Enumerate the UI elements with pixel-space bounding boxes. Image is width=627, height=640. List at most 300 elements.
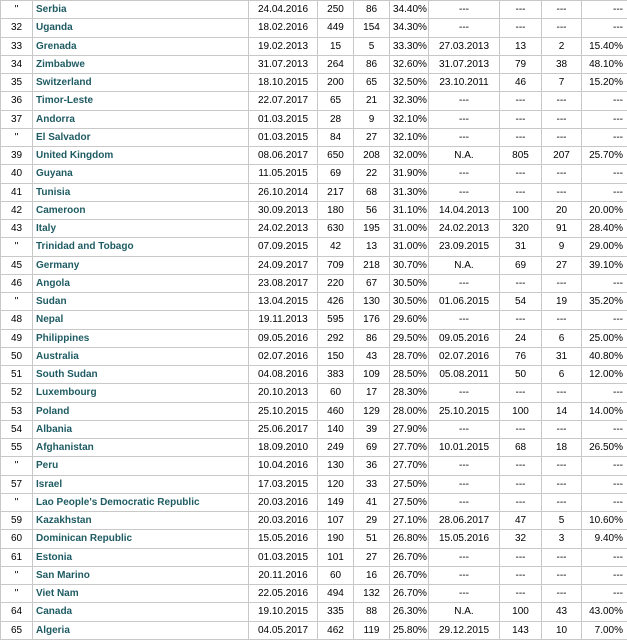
country-link[interactable]: Trinidad and Tobago [36,241,134,253]
country-link[interactable]: Switzerland [36,77,92,89]
table-row [1,92,627,110]
table-row [1,238,627,256]
seats-cell: 180 [318,201,354,219]
table-row [1,512,627,530]
upper-women-cell: --- [542,110,582,128]
percent-women-cell: 30.50% [390,293,429,311]
upper-women-cell: 91 [542,220,582,238]
election-date-cell: 22.05.2016 [249,585,318,603]
percent-women-cell: 27.70% [390,439,429,457]
upper-percent-women-cell: 25.00% [582,329,627,347]
country-cell [33,74,249,92]
table-row [1,1,627,19]
country-link[interactable]: Albania [36,423,73,435]
upper-percent-women-cell: 14.00% [582,402,627,420]
upper-percent-women-cell: 10.60% [582,512,627,530]
women-cell: 86 [354,55,390,73]
election-date-cell: 02.07.2016 [249,347,318,365]
upper-election-date-cell: 01.06.2015 [429,293,500,311]
seats-cell: 107 [318,512,354,530]
country-cell [33,201,249,219]
election-date-cell: 25.06.2017 [249,420,318,438]
country-link[interactable]: Serbia [36,4,67,16]
rank-cell: 36 [1,92,33,110]
upper-percent-women-cell: --- [582,585,627,603]
seats-cell: 460 [318,402,354,420]
upper-percent-women-cell: --- [582,274,627,292]
election-date-cell: 25.10.2015 [249,402,318,420]
women-cell: 65 [354,74,390,92]
upper-election-date-cell: --- [429,110,500,128]
country-cell [33,165,249,183]
rank-cell: 57 [1,475,33,493]
table-row [1,475,627,493]
election-date-cell: 23.08.2017 [249,274,318,292]
table-row [1,220,627,238]
percent-women-cell: 28.70% [390,347,429,365]
election-date-cell: 24.09.2017 [249,256,318,274]
seats-cell: 120 [318,475,354,493]
seats-cell: 250 [318,1,354,19]
upper-percent-women-cell: --- [582,384,627,402]
upper-women-cell: 9 [542,238,582,256]
percent-women-cell: 31.30% [390,183,429,201]
upper-percent-women-cell: --- [582,493,627,511]
percent-women-cell: 26.70% [390,548,429,566]
percent-women-cell: 32.60% [390,55,429,73]
seats-cell: 709 [318,256,354,274]
upper-seats-cell: 31 [500,238,542,256]
country-link[interactable]: Estonia [36,551,73,563]
rank-cell: 41 [1,183,33,201]
country-cell [33,329,249,347]
seats-cell: 150 [318,347,354,365]
percent-women-cell: 30.50% [390,274,429,292]
country-cell [33,384,249,402]
upper-percent-women-cell: --- [582,165,627,183]
women-cell: 68 [354,183,390,201]
rank-cell: 46 [1,274,33,292]
women-cell: 119 [354,621,390,639]
country-link[interactable]: Australia [36,350,79,362]
seats-cell: 449 [318,19,354,37]
country-link[interactable]: Afghanistan [36,442,94,454]
percent-women-cell: 31.00% [390,238,429,256]
country-cell [33,585,249,603]
seats-cell: 249 [318,439,354,457]
percent-women-cell: 27.50% [390,493,429,511]
election-date-cell: 24.02.2013 [249,220,318,238]
country-link[interactable]: Zimbabwe [36,58,85,70]
upper-seats-cell: 32 [500,530,542,548]
women-cell: 176 [354,311,390,329]
upper-women-cell: --- [542,183,582,201]
women-cell: 27 [354,128,390,146]
upper-percent-women-cell: --- [582,566,627,584]
upper-seats-cell: --- [500,384,542,402]
upper-percent-women-cell: 25.70% [582,147,627,165]
upper-percent-women-cell: --- [582,110,627,128]
upper-seats-cell: 50 [500,366,542,384]
country-link[interactable]: United Kingdom [36,150,114,162]
seats-cell: 200 [318,74,354,92]
upper-election-date-cell: 02.07.2016 [429,347,500,365]
women-cell: 129 [354,402,390,420]
seats-cell: 42 [318,238,354,256]
country-link[interactable]: Cameroon [36,204,86,216]
seats-cell: 60 [318,566,354,584]
percent-women-cell: 32.30% [390,92,429,110]
country-cell [33,420,249,438]
women-cell: 132 [354,585,390,603]
rank-cell: " [1,457,33,475]
election-date-cell: 20.11.2016 [249,566,318,584]
upper-election-date-cell: N.A. [429,603,500,621]
election-date-cell: 19.10.2015 [249,603,318,621]
upper-women-cell: --- [542,475,582,493]
table-body [1,1,627,640]
rank-cell: 52 [1,384,33,402]
women-cell: 22 [354,165,390,183]
table-row [1,384,627,402]
upper-percent-women-cell: 15.20% [582,74,627,92]
rank-cell: 61 [1,548,33,566]
election-date-cell: 18.10.2015 [249,74,318,92]
upper-percent-women-cell: 43.00% [582,603,627,621]
upper-women-cell: --- [542,384,582,402]
percent-women-cell: 27.70% [390,457,429,475]
country-link[interactable]: Guyana [36,168,73,180]
rank-cell: 45 [1,256,33,274]
upper-election-date-cell: 27.03.2013 [429,37,500,55]
upper-election-date-cell: --- [429,457,500,475]
country-link[interactable]: Uganda [36,22,73,34]
country-cell [33,37,249,55]
upper-election-date-cell: --- [429,274,500,292]
table-row [1,201,627,219]
table-row [1,621,627,639]
upper-election-date-cell: --- [429,384,500,402]
upper-seats-cell: --- [500,548,542,566]
upper-election-date-cell: 31.07.2013 [429,55,500,73]
rank-cell: 51 [1,366,33,384]
country-link[interactable]: Poland [36,405,70,417]
upper-election-date-cell: --- [429,128,500,146]
upper-election-date-cell: --- [429,92,500,110]
upper-seats-cell: 54 [500,293,542,311]
women-cell: 39 [354,420,390,438]
women-cell: 16 [354,566,390,584]
table-row [1,311,627,329]
upper-percent-women-cell: 9.40% [582,530,627,548]
country-link[interactable]: Algeria [36,624,70,636]
percent-women-cell: 25.80% [390,621,429,639]
women-cell: 195 [354,220,390,238]
country-link[interactable]: Nepal [36,314,64,326]
country-cell [33,311,249,329]
seats-cell: 84 [318,128,354,146]
upper-percent-women-cell: --- [582,311,627,329]
upper-election-date-cell: 09.05.2016 [429,329,500,347]
seats-cell: 292 [318,329,354,347]
country-link[interactable]: El Salvador [36,131,91,143]
women-cell: 36 [354,457,390,475]
seats-cell: 264 [318,55,354,73]
table-row [1,530,627,548]
upper-election-date-cell: --- [429,566,500,584]
country-cell [33,439,249,457]
women-cell: 13 [354,238,390,256]
election-date-cell: 31.07.2013 [249,55,318,73]
election-date-cell: 19.02.2013 [249,37,318,55]
upper-percent-women-cell: 20.00% [582,201,627,219]
table-row [1,366,627,384]
upper-women-cell: --- [542,548,582,566]
seats-cell: 69 [318,165,354,183]
upper-seats-cell: 47 [500,512,542,530]
upper-election-date-cell: 05.08.2011 [429,366,500,384]
women-cell: 43 [354,347,390,365]
country-link[interactable]: Viet Nam [36,588,79,600]
country-cell [33,475,249,493]
upper-seats-cell: --- [500,566,542,584]
upper-women-cell: 19 [542,293,582,311]
rank-cell: " [1,493,33,511]
women-cell: 29 [354,512,390,530]
upper-percent-women-cell: 35.20% [582,293,627,311]
upper-seats-cell: --- [500,183,542,201]
rank-cell: 53 [1,402,33,420]
women-cell: 218 [354,256,390,274]
election-date-cell: 20.03.2016 [249,493,318,511]
country-link[interactable]: Sudan [36,296,67,308]
table-row [1,55,627,73]
upper-election-date-cell: 25.10.2015 [429,402,500,420]
country-link[interactable]: Peru [36,460,59,472]
upper-women-cell: 3 [542,530,582,548]
country-link[interactable]: San Marino [36,569,90,581]
election-date-cell: 01.03.2015 [249,110,318,128]
upper-election-date-cell: --- [429,585,500,603]
upper-seats-cell: 100 [500,402,542,420]
women-cell: 27 [354,548,390,566]
upper-women-cell: --- [542,585,582,603]
percent-women-cell: 27.90% [390,420,429,438]
percent-women-cell: 30.70% [390,256,429,274]
women-cell: 86 [354,1,390,19]
election-date-cell: 18.02.2016 [249,19,318,37]
upper-election-date-cell: --- [429,493,500,511]
rank-cell: 37 [1,110,33,128]
upper-women-cell: 6 [542,366,582,384]
percent-women-cell: 26.70% [390,566,429,584]
seats-cell: 190 [318,530,354,548]
country-cell [33,457,249,475]
seats-cell: 630 [318,220,354,238]
women-cell: 86 [354,329,390,347]
percent-women-cell: 32.10% [390,128,429,146]
election-date-cell: 20.03.2016 [249,512,318,530]
upper-election-date-cell: 15.05.2016 [429,530,500,548]
women-cell: 5 [354,37,390,55]
upper-percent-women-cell: --- [582,183,627,201]
country-link[interactable]: Lao People's Democratic Republic [36,496,200,508]
country-link[interactable]: Israel [36,478,63,490]
election-date-cell: 13.04.2015 [249,293,318,311]
women-cell: 21 [354,92,390,110]
country-link[interactable]: Kazakhstan [36,515,92,527]
upper-percent-women-cell: 15.40% [582,37,627,55]
seats-cell: 217 [318,183,354,201]
upper-election-date-cell: 14.04.2013 [429,201,500,219]
upper-percent-women-cell: --- [582,457,627,475]
upper-women-cell: 5 [542,512,582,530]
upper-women-cell: --- [542,274,582,292]
country-link[interactable]: Canada [36,606,73,618]
table-row [1,256,627,274]
percent-women-cell: 33.30% [390,37,429,55]
upper-women-cell: --- [542,19,582,37]
upper-election-date-cell: --- [429,1,500,19]
country-link[interactable]: Luxembourg [36,387,97,399]
seats-cell: 335 [318,603,354,621]
upper-percent-women-cell: 40.80% [582,347,627,365]
table-row [1,183,627,201]
upper-percent-women-cell: --- [582,128,627,146]
upper-women-cell: --- [542,457,582,475]
seats-cell: 60 [318,384,354,402]
upper-women-cell: 20 [542,201,582,219]
upper-seats-cell: 100 [500,201,542,219]
country-link[interactable]: Andorra [36,113,75,125]
upper-seats-cell: 805 [500,147,542,165]
table-row [1,74,627,92]
upper-percent-women-cell: 39.10% [582,256,627,274]
women-cell: 17 [354,384,390,402]
upper-percent-women-cell: --- [582,420,627,438]
rank-cell: " [1,128,33,146]
country-link[interactable]: Angola [36,277,70,289]
upper-women-cell: --- [542,420,582,438]
upper-seats-cell: 320 [500,220,542,238]
rank-cell: 33 [1,37,33,55]
percent-women-cell: 31.90% [390,165,429,183]
percent-women-cell: 27.10% [390,512,429,530]
percent-women-cell: 32.10% [390,110,429,128]
upper-seats-cell: 76 [500,347,542,365]
election-date-cell: 04.08.2016 [249,366,318,384]
upper-percent-women-cell: 48.10% [582,55,627,73]
upper-election-date-cell: --- [429,548,500,566]
rank-cell: 49 [1,329,33,347]
election-date-cell: 01.03.2015 [249,128,318,146]
upper-seats-cell: --- [500,274,542,292]
percent-women-cell: 27.50% [390,475,429,493]
percent-women-cell: 31.00% [390,220,429,238]
country-link[interactable]: South Sudan [36,369,98,381]
upper-seats-cell: --- [500,457,542,475]
seats-cell: 383 [318,366,354,384]
election-date-cell: 20.10.2013 [249,384,318,402]
election-date-cell: 19.11.2013 [249,311,318,329]
election-date-cell: 24.04.2016 [249,1,318,19]
women-cell: 51 [354,530,390,548]
percent-women-cell: 26.70% [390,585,429,603]
country-cell [33,366,249,384]
upper-seats-cell: --- [500,128,542,146]
seats-cell: 140 [318,420,354,438]
country-link[interactable]: Italy [36,223,57,235]
country-link[interactable]: Philippines [36,332,90,344]
upper-women-cell: --- [542,493,582,511]
table-row [1,274,627,292]
table-row [1,110,627,128]
upper-election-date-cell: N.A. [429,256,500,274]
women-cell: 41 [354,493,390,511]
upper-election-date-cell: --- [429,19,500,37]
upper-seats-cell: 69 [500,256,542,274]
country-link[interactable]: Grenada [36,40,77,52]
election-date-cell: 30.09.2013 [249,201,318,219]
election-date-cell: 04.05.2017 [249,621,318,639]
upper-women-cell: 207 [542,147,582,165]
seats-cell: 130 [318,457,354,475]
percent-women-cell: 28.30% [390,384,429,402]
seats-cell: 462 [318,621,354,639]
upper-percent-women-cell: 7.00% [582,621,627,639]
country-link[interactable]: Dominican Republic [36,533,133,545]
country-link[interactable]: Timor-Leste [36,95,94,107]
table-row [1,347,627,365]
upper-seats-cell: --- [500,585,542,603]
upper-seats-cell: 46 [500,74,542,92]
rank-cell: 43 [1,220,33,238]
country-cell [33,566,249,584]
percent-women-cell: 32.50% [390,74,429,92]
rank-cell: " [1,1,33,19]
rank-cell: " [1,566,33,584]
seats-cell: 220 [318,274,354,292]
percent-women-cell: 34.30% [390,19,429,37]
country-link[interactable]: Germany [36,259,80,271]
country-cell [33,92,249,110]
women-cell: 109 [354,366,390,384]
upper-election-date-cell: 23.10.2011 [429,74,500,92]
upper-percent-women-cell: --- [582,92,627,110]
country-link[interactable]: Tunisia [36,186,71,198]
upper-percent-women-cell: 26.50% [582,439,627,457]
upper-percent-women-cell: 29.00% [582,238,627,256]
election-date-cell: 01.03.2015 [249,548,318,566]
table-row [1,165,627,183]
election-date-cell: 10.04.2016 [249,457,318,475]
seats-cell: 494 [318,585,354,603]
rank-cell: " [1,238,33,256]
seats-cell: 595 [318,311,354,329]
rank-cell: " [1,293,33,311]
upper-percent-women-cell: 28.40% [582,220,627,238]
table-row [1,548,627,566]
country-cell [33,530,249,548]
upper-women-cell: 7 [542,74,582,92]
upper-seats-cell: 79 [500,55,542,73]
table-row [1,147,627,165]
upper-election-date-cell: --- [429,311,500,329]
upper-seats-cell: --- [500,420,542,438]
upper-seats-cell: 13 [500,37,542,55]
upper-seats-cell: --- [500,1,542,19]
country-cell [33,147,249,165]
